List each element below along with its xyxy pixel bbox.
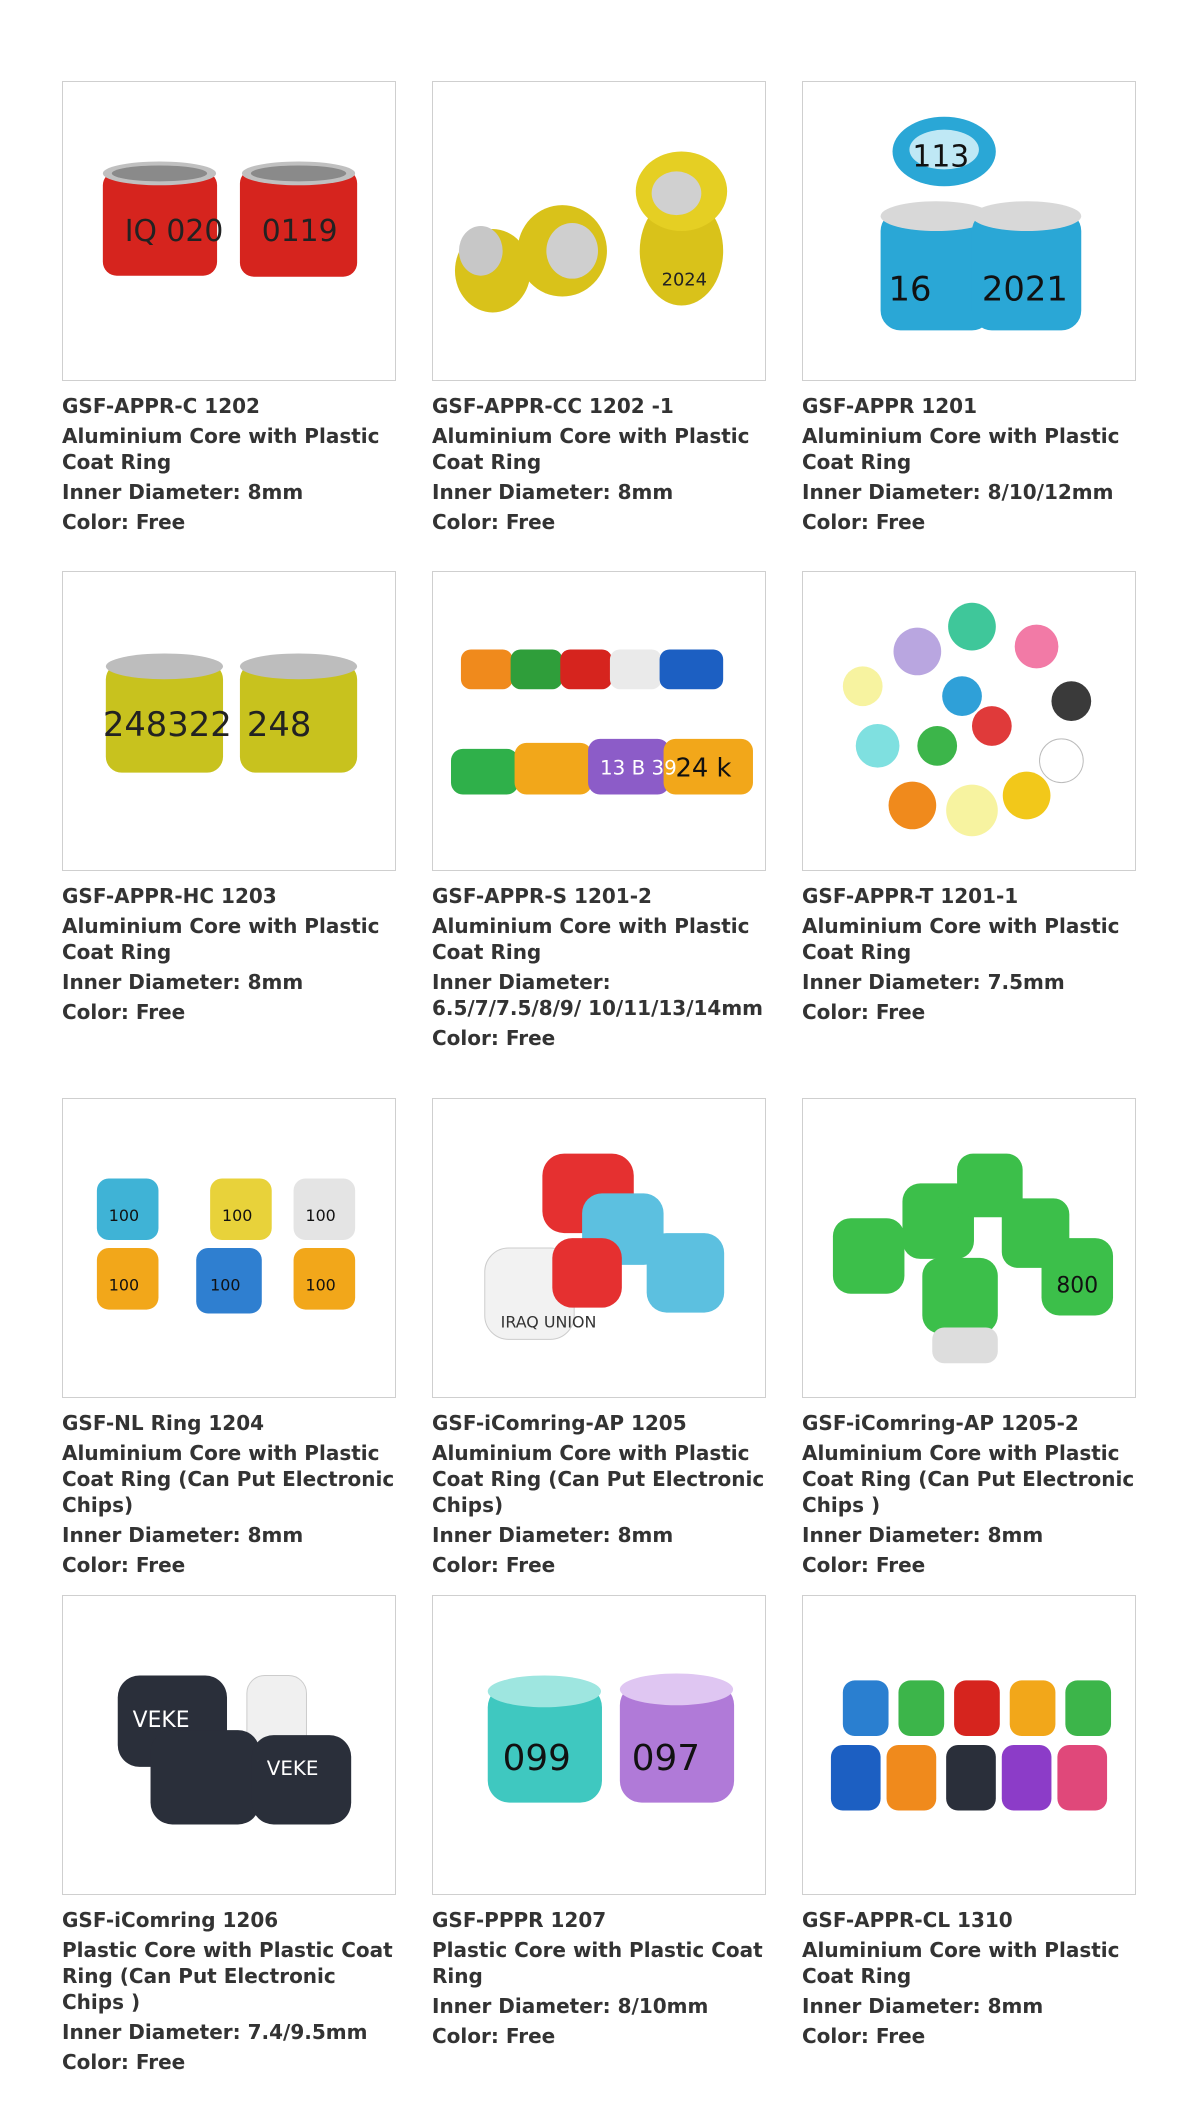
product-description: Plastic Core with Plastic Coat Ring <box>432 1938 763 1988</box>
product-description: Plastic Core with Plastic Coat Ring (Can Put Electronic Chips ) <box>62 1938 393 2014</box>
product-code: GSF-APPR-HC 1203 <box>62 884 277 908</box>
product-code: GSF-NL Ring 1204 <box>62 1411 265 1435</box>
product-image[interactable] <box>802 1098 1136 1398</box>
product-row <box>62 571 1152 1098</box>
product-color: Color: Free <box>62 1553 186 1577</box>
product-code: GSF-iComring 1206 <box>62 1908 279 1932</box>
svg-text:100: 100 <box>108 1275 140 1295</box>
product-row <box>62 81 1152 571</box>
svg-text:113: 113 <box>912 139 970 175</box>
product-color: Color: Free <box>62 2050 186 2074</box>
product-color: Color: Free <box>802 1553 926 1577</box>
product-row <box>62 1595 1152 2115</box>
product-inner-diameter: Inner Diameter: 8mm <box>802 1994 1044 2018</box>
product-description: Aluminium Core with Plastic Coat Ring <box>62 914 380 964</box>
svg-text:097: 097 <box>631 1737 701 1779</box>
product-image[interactable] <box>62 81 396 381</box>
svg-text:100: 100 <box>305 1275 336 1295</box>
svg-text:0119: 0119 <box>261 213 338 249</box>
svg-text:IQ 020: IQ 020 <box>124 213 224 249</box>
product-image[interactable] <box>432 1595 766 1895</box>
svg-text:24 k: 24 k <box>675 753 732 784</box>
ring-row-mixed-icon <box>433 572 765 870</box>
product-card[interactable] <box>432 81 766 571</box>
product-code: GSF-APPR-CL 1310 <box>802 1908 1013 1932</box>
product-card[interactable] <box>62 1595 396 2115</box>
ring-stack-yellow-icon <box>433 82 765 380</box>
svg-text:13 B 39: 13 B 39 <box>599 756 677 780</box>
svg-text:248322: 248322 <box>102 704 232 744</box>
product-description: Aluminium Core with Plastic Coat Ring <box>802 424 1120 474</box>
ring-pair-olive-icon <box>63 572 395 870</box>
product-code: GSF-APPR-CC 1202 -1 <box>432 394 674 418</box>
product-grid <box>62 81 1152 2115</box>
ring-pair-red-icon <box>63 82 395 380</box>
ring-grid-clear-icon <box>803 1596 1135 1894</box>
svg-text:100: 100 <box>108 1206 140 1226</box>
ring-cluster-green-icon <box>803 1099 1135 1397</box>
product-color: Color: Free <box>432 1553 556 1577</box>
product-inner-diameter: Inner Diameter: 7.4/9.5mm <box>62 2020 368 2044</box>
svg-text:248: 248 <box>246 704 312 744</box>
product-code: GSF-APPR-S 1201-2 <box>432 884 652 908</box>
product-description: Aluminium Core with Plastic Coat Ring <box>432 914 750 964</box>
ring-cluster-dark-icon <box>63 1596 395 1894</box>
product-color: Color: Free <box>62 1000 186 1024</box>
product-row <box>62 1098 1152 1595</box>
product-code: GSF-PPPR 1207 <box>432 1908 607 1932</box>
ring-grid-chips-icon <box>63 1099 395 1397</box>
product-description: Aluminium Core with Plastic Coat Ring (Can Put Electronic Chips) <box>432 1441 765 1517</box>
product-color: Color: Free <box>432 1026 556 1050</box>
product-image[interactable] <box>802 81 1136 381</box>
product-image[interactable] <box>62 571 396 871</box>
product-inner-diameter: Inner Diameter: 8mm <box>802 1523 1044 1547</box>
product-color: Color: Free <box>432 2024 556 2048</box>
product-inner-diameter: Inner Diameter: 8mm <box>62 480 304 504</box>
product-inner-diameter: Inner Diameter: 7.5mm <box>802 970 1065 994</box>
product-card[interactable] <box>802 571 1136 1098</box>
svg-text:IRAQ UNION: IRAQ UNION <box>500 1312 597 1332</box>
svg-text:099: 099 <box>502 1737 571 1779</box>
product-description: Aluminium Core with Plastic Coat Ring <box>432 424 750 474</box>
product-code: GSF-iComring-AP 1205 <box>432 1411 687 1435</box>
product-color: Color: Free <box>62 510 186 534</box>
product-inner-diameter: Inner Diameter: 8mm <box>62 970 304 994</box>
product-description: Aluminium Core with Plastic Coat Ring (Can Put Electronic Chips ) <box>802 1441 1135 1517</box>
product-card[interactable] <box>432 1098 766 1595</box>
svg-text:VEKE: VEKE <box>266 1756 319 1780</box>
product-card[interactable] <box>432 571 766 1098</box>
product-card[interactable] <box>432 1595 766 2115</box>
product-code: GSF-iComring-AP 1205-2 <box>802 1411 1079 1435</box>
product-image[interactable] <box>62 1098 396 1398</box>
product-description: Aluminium Core with Plastic Coat Ring (Can Put Electronic Chips) <box>62 1441 395 1517</box>
svg-text:VEKE: VEKE <box>132 1708 190 1734</box>
product-image[interactable] <box>432 1098 766 1398</box>
product-color: Color: Free <box>802 510 926 534</box>
ring-cluster-chips-icon <box>433 1099 765 1397</box>
product-description: Aluminium Core with Plastic Coat Ring <box>62 424 380 474</box>
svg-text:100: 100 <box>222 1206 253 1226</box>
svg-text:16: 16 <box>888 269 932 309</box>
svg-text:800: 800 <box>1056 1273 1099 1299</box>
product-inner-diameter: Inner Diameter: 8mm <box>432 1523 674 1547</box>
svg-text:2024: 2024 <box>661 269 708 291</box>
product-image[interactable] <box>802 1595 1136 1895</box>
product-image[interactable] <box>432 571 766 871</box>
product-code: GSF-APPR-C 1202 <box>62 394 260 418</box>
product-card[interactable] <box>62 571 396 1098</box>
product-inner-diameter: Inner Diameter: 6.5/7/7.5/8/9/ 10/11/13/14mm <box>432 970 764 1020</box>
ring-stack-blue-icon <box>803 82 1135 380</box>
product-card[interactable] <box>62 1098 396 1595</box>
product-image[interactable] <box>62 1595 396 1895</box>
product-inner-diameter: Inner Diameter: 8/10/12mm <box>802 480 1114 504</box>
product-image[interactable] <box>802 571 1136 871</box>
svg-text:100: 100 <box>210 1275 241 1295</box>
product-inner-diameter: Inner Diameter: 8mm <box>432 480 674 504</box>
svg-text:100: 100 <box>305 1206 336 1226</box>
product-description: Aluminium Core with Plastic Coat Ring <box>802 1938 1120 1988</box>
product-color: Color: Free <box>432 510 556 534</box>
product-inner-diameter: Inner Diameter: 8mm <box>62 1523 304 1547</box>
product-code: GSF-APPR 1201 <box>802 394 977 418</box>
product-card[interactable] <box>802 1098 1136 1595</box>
product-card[interactable] <box>62 81 396 571</box>
product-card[interactable] <box>802 81 1136 571</box>
svg-text:2021: 2021 <box>981 269 1068 309</box>
ring-pair-teal-purple-icon <box>433 1596 765 1894</box>
ring-circle-mixed-icon <box>803 572 1135 870</box>
product-description: Aluminium Core with Plastic Coat Ring <box>802 914 1120 964</box>
product-card[interactable] <box>802 1595 1136 2115</box>
product-code: GSF-APPR-T 1201-1 <box>802 884 1019 908</box>
product-color: Color: Free <box>802 1000 926 1024</box>
product-inner-diameter: Inner Diameter: 8/10mm <box>432 1994 709 2018</box>
product-color: Color: Free <box>802 2024 926 2048</box>
product-image[interactable] <box>432 81 766 381</box>
